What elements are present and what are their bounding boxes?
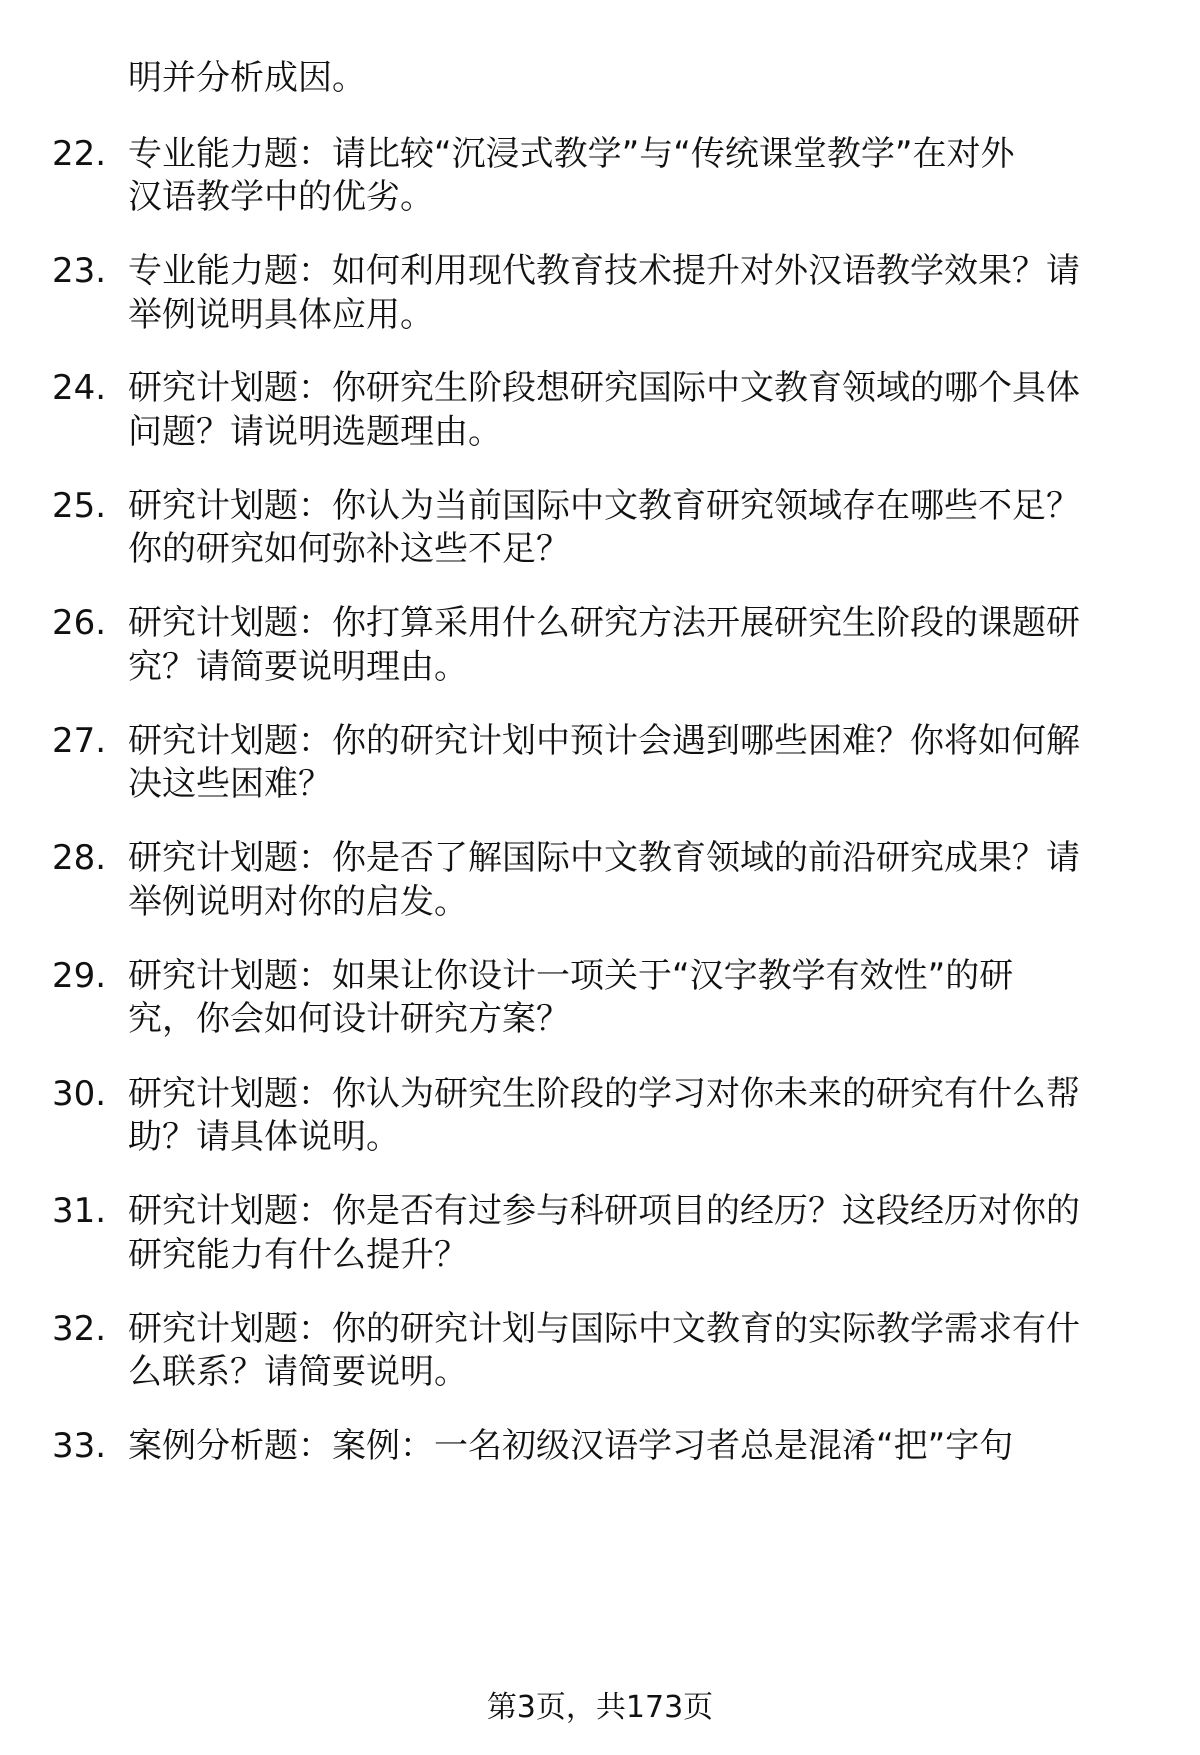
item-number: 32. <box>52 1309 107 1349</box>
item-text-line-2: 究？请简要说明理由。 <box>128 647 468 687</box>
item-number: 24. <box>52 368 107 408</box>
item-number: 31. <box>52 1191 107 1231</box>
item-text-line-2: 举例说明对你的启发。 <box>128 882 468 922</box>
item-text-line-1: 专业能力题：请比较“沉浸式教学”与“传统课堂教学”在对外 <box>128 134 1015 174</box>
item-text-line-2: 举例说明具体应用。 <box>128 295 434 335</box>
item-number: 27. <box>52 721 107 761</box>
item-number: 26. <box>52 603 107 643</box>
item-number: 22. <box>52 134 107 174</box>
item-text-line-1: 研究计划题：如果让你设计一项关于“汉字教学有效性”的研 <box>128 956 1014 996</box>
item-text-line-2: 决这些困难？ <box>128 764 332 804</box>
item-number: 25. <box>52 486 107 526</box>
item-text-line-2: 你的研究如何弥补这些不足？ <box>128 529 570 569</box>
item-text-line-2: 究，你会如何设计研究方案？ <box>128 999 570 1039</box>
item-text-line-1: 研究计划题：你认为研究生阶段的学习对你未来的研究有什么帮 <box>128 1074 1080 1114</box>
item-text-line-2: 么联系？请简要说明。 <box>128 1352 468 1392</box>
item-number: 29. <box>52 956 107 996</box>
item-number: 30. <box>52 1074 107 1114</box>
item-number: 33. <box>52 1426 107 1466</box>
item-text-line-1: 研究计划题：你的研究计划与国际中文教育的实际教学需求有什 <box>128 1309 1080 1349</box>
item-text-line-1: 研究计划题：你认为当前国际中文教育研究领域存在哪些不足？ <box>128 486 1080 526</box>
item-text-line-2: 助？请具体说明。 <box>128 1117 400 1157</box>
item-text-line-2: 汉语教学中的优劣。 <box>128 177 434 217</box>
item-text-line-1: 专业能力题：如何利用现代教育技术提升对外汉语教学效果？请 <box>128 251 1080 291</box>
item-text-line-1: 研究计划题：你研究生阶段想研究国际中文教育领域的哪个具体 <box>128 368 1080 408</box>
item-text-line-1: 研究计划题：你打算采用什么研究方法开展研究生阶段的课题研 <box>128 603 1080 643</box>
item-text-line-1: 研究计划题：你的研究计划中预计会遇到哪些困难？你将如何解 <box>128 721 1080 761</box>
item-text-line-2: 研究能力有什么提升？ <box>128 1235 468 1275</box>
item-text-line-1: 研究计划题：你是否了解国际中文教育领域的前沿研究成果？请 <box>128 838 1080 878</box>
intro-continuation: 明并分析成因。 <box>128 58 366 98</box>
item-number: 23. <box>52 251 107 291</box>
item-number: 28. <box>52 838 107 878</box>
page-footer: 第3页，共173页 <box>486 1690 714 1725</box>
item-text-line-1: 案例分析题：案例：一名初级汉语学习者总是混淆“把”字句 <box>128 1426 1014 1466</box>
item-text-line-2: 问题？请说明选题理由。 <box>128 412 502 452</box>
item-text-line-1: 研究计划题：你是否有过参与科研项目的经历？这段经历对你的 <box>128 1191 1080 1231</box>
